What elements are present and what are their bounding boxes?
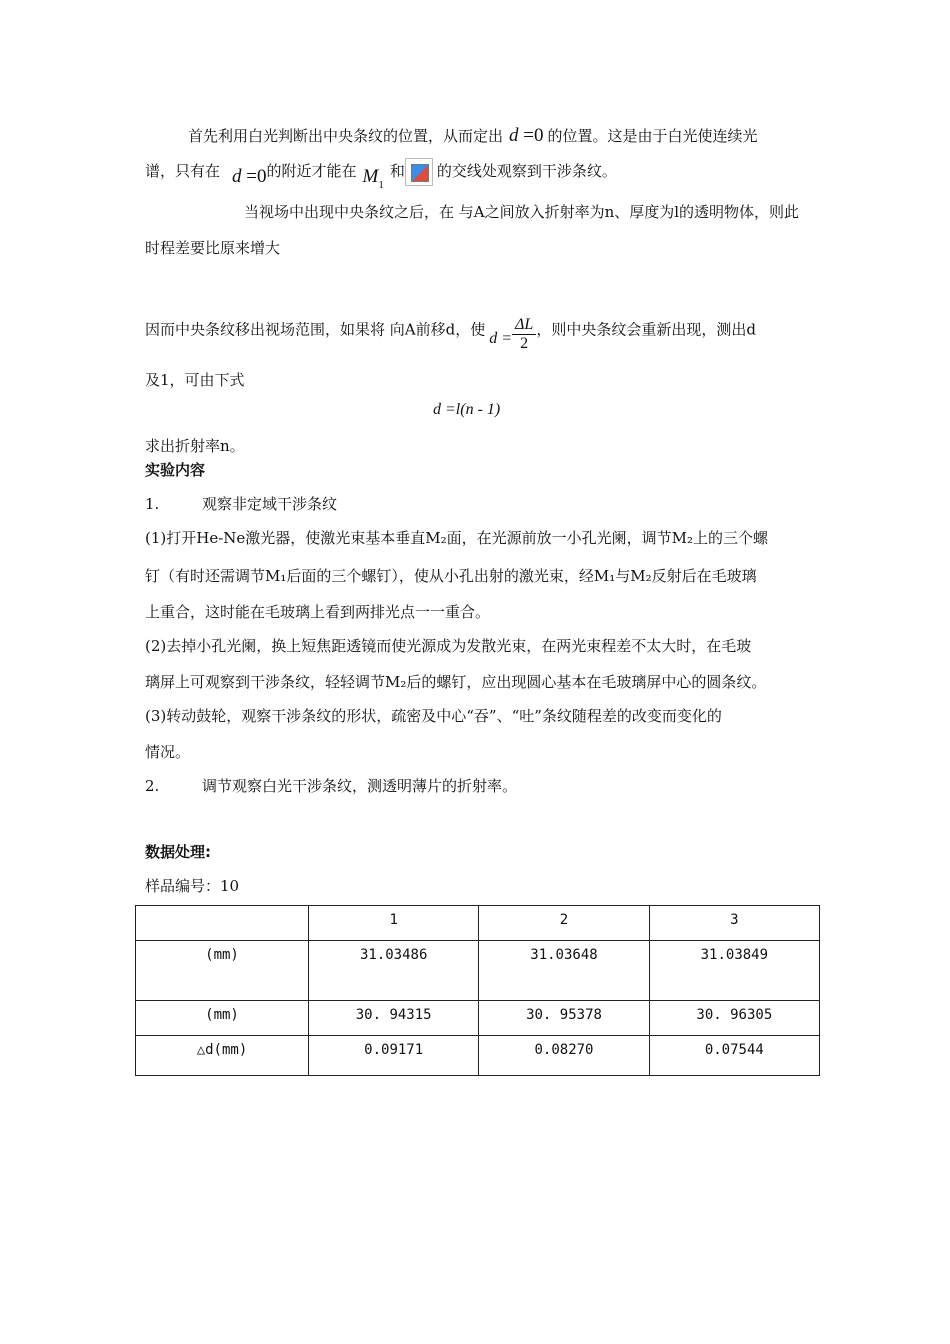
table-cell: 31.03648 [479, 941, 649, 1001]
math-d-eq: d = [489, 329, 513, 347]
section-title-content: 实验内容 [145, 461, 206, 479]
step1-line3: 上重合，这时能在毛玻璃上看到两排光点一一重合。 [145, 603, 491, 621]
para3-text-b: ，则中央条纹会重新出现，测出d [536, 320, 756, 339]
step2-line1: (2)去掉小孔光阑，换上短焦距透镜而使光源成为发散光束，在两光束程差不太大时，在毛玻 [145, 637, 752, 655]
math-d-2: d [232, 166, 242, 187]
para1-line1 [188, 126, 758, 146]
fraction-denominator: 2 [520, 335, 529, 352]
table-cell: 0.07544 [649, 1036, 819, 1076]
para1-text-b: 的位置。这是由于白光使连续光 [547, 127, 758, 145]
math-eq0: =0 [518, 125, 544, 146]
para1-text-e: 和 [389, 162, 405, 180]
formula: d =l(n - 1) [433, 401, 501, 418]
table-header-row [136, 906, 820, 941]
table-cell: △d(mm) [136, 1036, 309, 1076]
section-title-data: 数据处理: [145, 843, 211, 861]
table-cell: 30. 95378 [479, 1001, 649, 1036]
table-cell: 0.08270 [479, 1036, 649, 1076]
para3-text-a: 因而中央条纹移出视场范围，如果将 向A前移d，使 [145, 320, 486, 339]
math-eq0-2: =0 [241, 166, 267, 187]
para1-text-a: 首先利用白光判断出中央条纹的位置，从而定出 [188, 127, 504, 145]
para1-text-f: 的交线处观察到干涉条纹。 [436, 162, 617, 180]
table-header-cell [136, 906, 309, 941]
table-header-cell: 3 [649, 906, 819, 941]
para1-text-c: 谱，只有在 [145, 162, 221, 180]
para2-line1: 当视场中出现中央条纹之后，在 与A之间放入折射率为n、厚度为l的透明物体，则此 [244, 203, 800, 221]
item2-text: 调节观察白光干涉条纹，测透明薄片的折射率。 [202, 777, 518, 795]
broken-image-icon [405, 158, 433, 186]
para3-line2: 及1，可由下式 [145, 371, 245, 389]
table-row [136, 1001, 820, 1036]
data-table [135, 905, 820, 1076]
table-cell: 0.09171 [309, 1036, 479, 1076]
table-cell: 30. 96305 [649, 1001, 819, 1036]
fraction-numerator: ΔL [512, 316, 536, 335]
table-cell: (mm) [136, 941, 309, 1001]
table-row [136, 941, 820, 1001]
para1-text-d: 的附近才能在 [266, 162, 357, 180]
step1-line2: 钉（有时还需调节M₁后面的三个螺钉），使从小孔出射的激光束，经M₁与M₂反射后在毛玻璃 [145, 567, 757, 585]
item2 [145, 776, 517, 796]
para3-line1 [145, 312, 756, 352]
math-M: M [362, 166, 379, 187]
item2-number: 2. [145, 777, 160, 795]
para1-line2 [145, 158, 617, 191]
item1-number: 1. [145, 495, 160, 513]
math-sub1: 1 [378, 179, 384, 191]
item1-text: 观察非定域干涉条纹 [202, 495, 338, 513]
table-row [136, 1036, 820, 1076]
table-header-cell: 1 [309, 906, 479, 941]
fraction-deltaL-over-2 [512, 316, 536, 353]
table-header-cell: 2 [479, 906, 649, 941]
step1-line1: (1)打开He-Ne激光器，使激光束基本垂直M₂面，在光源前放一小孔光阑，调节M₂上的三个螺 [145, 529, 769, 547]
table-cell: 31.03486 [309, 941, 479, 1001]
step2-line2: 璃屏上可观察到干涉条纹，轻轻调节M₂后的螺钉，应出现圆心基本在毛玻璃屏中心的圆条纹。 [145, 673, 767, 691]
math-d: d [509, 125, 519, 146]
table-cell: 31.03849 [649, 941, 819, 1001]
item1 [145, 494, 337, 514]
step3-line2: 情况。 [145, 743, 191, 761]
table-cell: 30. 94315 [309, 1001, 479, 1036]
sample-number: 样品编号：10 [145, 877, 240, 895]
para3-line3: 求出折射率n。 [145, 437, 245, 455]
step3-line1: (3)转动鼓轮，观察干涉条纹的形状，疏密及中心“吞”、“吐”条纹随程差的改变而变化的 [145, 707, 722, 725]
table-cell: (mm) [136, 1001, 309, 1036]
para2-line2: 时程差要比原来增大 [145, 239, 281, 257]
